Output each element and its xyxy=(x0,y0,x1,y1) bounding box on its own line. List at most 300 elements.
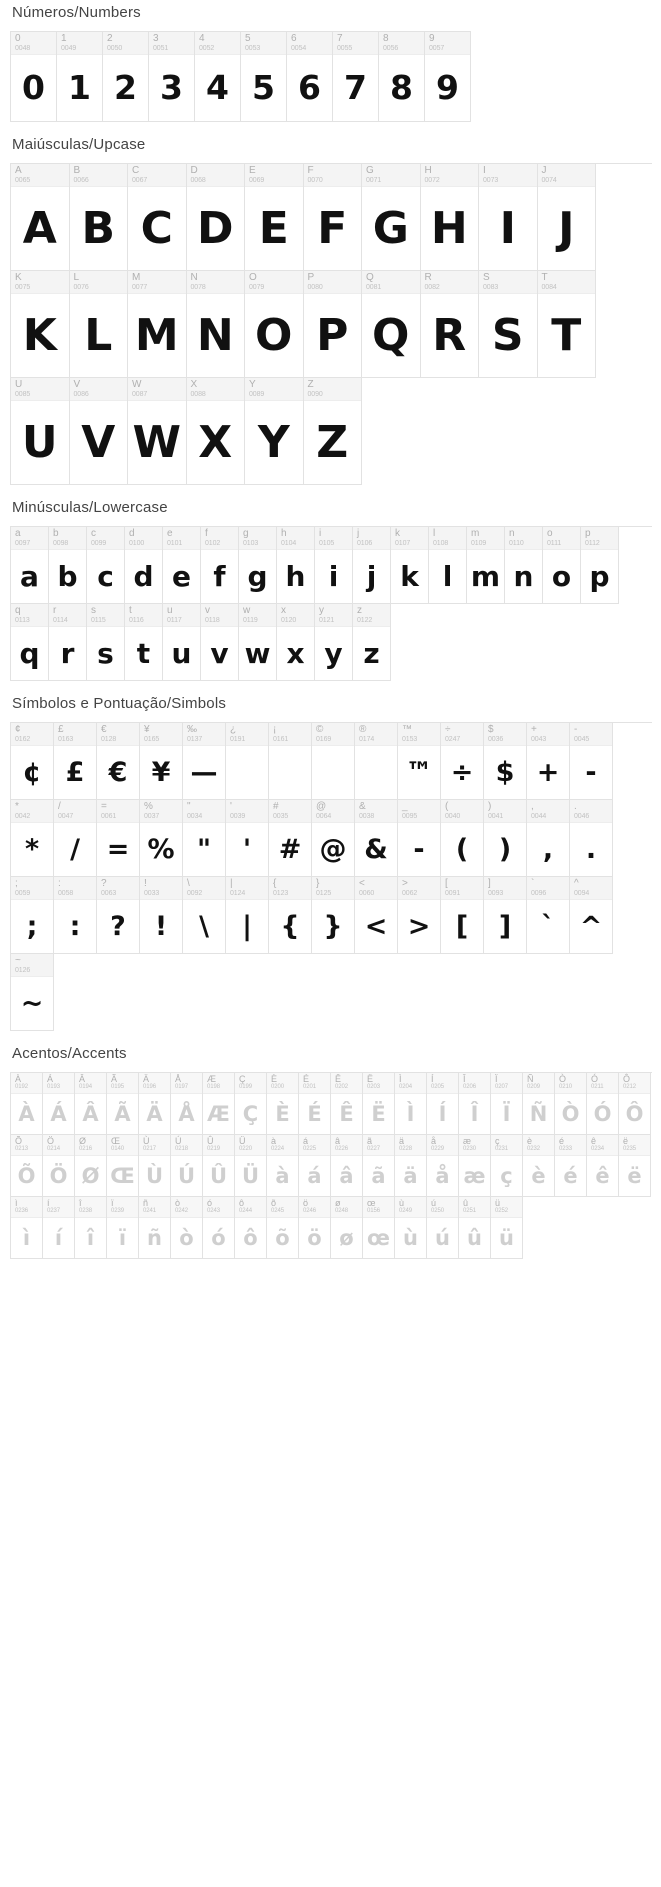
glyph-header xyxy=(54,723,96,746)
glyph-cell[interactable] xyxy=(245,378,304,485)
glyph-charcode: 0081 xyxy=(366,283,382,291)
glyph-preview: 5 xyxy=(252,68,275,108)
glyph-cell[interactable] xyxy=(203,1197,235,1259)
glyph-charcode: 0228 xyxy=(399,1146,412,1153)
glyph-preview: S xyxy=(491,309,524,361)
glyph-cell[interactable] xyxy=(11,954,54,1031)
glyph-cell[interactable] xyxy=(523,1073,555,1135)
glyph-cell[interactable] xyxy=(11,800,54,877)
glyph-cell[interactable] xyxy=(43,1197,75,1259)
glyph-cell[interactable] xyxy=(355,800,398,877)
glyph-cell[interactable] xyxy=(398,723,441,800)
glyph-cell[interactable] xyxy=(459,1197,491,1259)
glyph-preview: ) xyxy=(498,833,512,865)
glyph-cell[interactable] xyxy=(484,877,527,954)
glyph-char-label: ® xyxy=(359,724,367,735)
glyph-cell[interactable] xyxy=(75,1073,107,1135)
glyph-charcode: 0073 xyxy=(483,176,499,184)
glyph-cell[interactable] xyxy=(245,164,304,271)
glyph-cell[interactable] xyxy=(391,527,429,604)
glyph-char-label: < xyxy=(359,878,365,889)
glyph-charcode: 0229 xyxy=(431,1146,444,1153)
glyph-preview: ñ xyxy=(147,1225,162,1250)
glyph-preview: ò xyxy=(179,1225,194,1250)
glyph-cell[interactable] xyxy=(183,800,226,877)
glyph-cell[interactable] xyxy=(70,378,129,485)
glyph-header xyxy=(235,1073,266,1094)
glyph-char-label: ö xyxy=(303,1198,309,1208)
glyph-header xyxy=(527,800,569,823)
glyph-cell[interactable] xyxy=(523,1135,555,1197)
glyph-charcode: 0071 xyxy=(366,176,382,184)
glyph-cell[interactable] xyxy=(363,1197,395,1259)
glyph-char-label: ¢ xyxy=(15,724,21,735)
glyph-cell[interactable] xyxy=(201,527,239,604)
glyph-preview: $ xyxy=(495,756,515,788)
glyph-cell[interactable] xyxy=(128,271,187,378)
glyph-cell[interactable] xyxy=(331,1135,363,1197)
glyph-cell[interactable] xyxy=(570,723,613,800)
glyph-cell[interactable] xyxy=(355,877,398,954)
glyph-cell[interactable] xyxy=(269,723,312,800)
glyph-cell[interactable] xyxy=(226,877,269,954)
sections-container xyxy=(10,0,651,1259)
glyph-cell[interactable] xyxy=(269,877,312,954)
glyph-char-label: , xyxy=(531,801,534,812)
glyph-header xyxy=(398,877,440,900)
glyph-cell[interactable] xyxy=(54,877,97,954)
glyph-cell[interactable] xyxy=(619,1073,651,1135)
glyph-cell[interactable] xyxy=(139,1197,171,1259)
glyph-cell[interactable] xyxy=(587,1135,619,1197)
glyph-header xyxy=(587,1073,618,1094)
glyph-char-label: ~ xyxy=(15,955,21,966)
glyph-charcode: 0064 xyxy=(316,812,332,820)
glyph-char-label: 7 xyxy=(337,33,343,44)
glyph-preview xyxy=(269,746,311,799)
glyph-preview: ' xyxy=(242,833,252,865)
glyph-cell[interactable] xyxy=(57,32,103,122)
glyph-charcode: 0069 xyxy=(249,176,265,184)
glyph-cell[interactable] xyxy=(304,271,363,378)
glyph-header xyxy=(97,877,139,900)
glyph-cell[interactable] xyxy=(479,164,538,271)
glyph-cell[interactable] xyxy=(299,1135,331,1197)
glyph-header xyxy=(581,527,618,550)
glyph-cell[interactable] xyxy=(139,1135,171,1197)
glyph-cell[interactable] xyxy=(555,1073,587,1135)
glyph-charcode: 0210 xyxy=(559,1084,572,1091)
glyph-cell[interactable] xyxy=(362,164,421,271)
glyph-cell[interactable] xyxy=(125,527,163,604)
glyph-header xyxy=(183,877,225,900)
glyph-cell[interactable] xyxy=(379,32,425,122)
glyph-char-label: [ xyxy=(445,878,448,889)
glyph-cell[interactable] xyxy=(315,604,353,681)
glyph-cell[interactable] xyxy=(235,1073,267,1135)
glyph-cell[interactable] xyxy=(187,164,246,271)
glyph-header xyxy=(269,877,311,900)
glyph-char-label: ^ xyxy=(574,878,579,889)
glyph-cell[interactable] xyxy=(11,32,57,122)
glyph-cell[interactable] xyxy=(149,32,195,122)
glyph-cell[interactable] xyxy=(581,527,619,604)
glyph-header xyxy=(107,1073,138,1094)
glyph-header xyxy=(75,1073,106,1094)
glyph-header xyxy=(331,1073,362,1094)
glyph-cell[interactable] xyxy=(484,800,527,877)
glyph-cell[interactable] xyxy=(312,877,355,954)
glyph-preview: K xyxy=(22,309,57,361)
glyph-cell[interactable] xyxy=(543,527,581,604)
glyph-cell[interactable] xyxy=(427,1073,459,1135)
glyph-cell[interactable] xyxy=(128,164,187,271)
glyph-cell[interactable] xyxy=(241,32,287,122)
glyph-cell[interactable] xyxy=(467,527,505,604)
glyph-cell[interactable] xyxy=(277,604,315,681)
glyph-char-label: o xyxy=(547,528,553,539)
glyph-char-label: é xyxy=(559,1136,565,1146)
glyph-cell[interactable] xyxy=(11,271,70,378)
glyph-cell[interactable] xyxy=(11,527,49,604)
glyph-cell[interactable] xyxy=(269,800,312,877)
glyph-charcode: 0106 xyxy=(357,539,373,547)
glyph-header xyxy=(427,1135,458,1156)
glyph-preview: # xyxy=(278,833,302,865)
glyph-cell[interactable] xyxy=(11,1073,43,1135)
glyph-cell[interactable] xyxy=(333,32,379,122)
glyph-charcode: 0204 xyxy=(399,1084,412,1091)
glyph-cell[interactable] xyxy=(353,604,391,681)
glyph-cell[interactable] xyxy=(304,378,363,485)
glyph-cell[interactable] xyxy=(267,1073,299,1135)
glyph-preview: F xyxy=(317,202,348,254)
glyph-cell[interactable] xyxy=(163,604,201,681)
glyph-cell[interactable] xyxy=(107,1073,139,1135)
glyph-preview: t xyxy=(136,636,151,670)
glyph-cell[interactable] xyxy=(97,800,140,877)
glyph-cell[interactable] xyxy=(299,1073,331,1135)
glyph-cell[interactable] xyxy=(362,271,421,378)
glyph-header xyxy=(11,1073,42,1094)
glyph-cell[interactable] xyxy=(491,1135,523,1197)
glyph-cell[interactable] xyxy=(277,527,315,604)
glyph-cell[interactable] xyxy=(395,1073,427,1135)
glyph-cell[interactable] xyxy=(315,527,353,604)
glyph-cell[interactable] xyxy=(187,378,246,485)
glyph-char-label: ê xyxy=(591,1136,597,1146)
glyph-char-label: Ç xyxy=(239,1074,246,1084)
glyph-cell[interactable] xyxy=(97,723,140,800)
glyph-charcode: 0051 xyxy=(153,44,169,52)
glyph-charcode: 0235 xyxy=(623,1146,636,1153)
glyph-cell[interactable] xyxy=(11,877,54,954)
glyph-cell[interactable] xyxy=(429,527,467,604)
glyph-cell[interactable] xyxy=(304,164,363,271)
glyph-cell[interactable] xyxy=(187,271,246,378)
glyph-cell[interactable] xyxy=(421,271,480,378)
glyph-cell[interactable] xyxy=(140,877,183,954)
glyph-cell[interactable] xyxy=(11,1135,43,1197)
glyph-cell[interactable] xyxy=(203,1135,235,1197)
glyph-charcode: 0113 xyxy=(15,616,30,624)
glyph-cell[interactable] xyxy=(441,723,484,800)
glyph-header xyxy=(587,1135,618,1156)
glyph-cell[interactable] xyxy=(527,800,570,877)
glyph-preview: D xyxy=(196,202,234,254)
glyph-cell[interactable] xyxy=(163,527,201,604)
glyph-cell[interactable] xyxy=(75,1135,107,1197)
glyph-header xyxy=(11,954,53,977)
section-title: Números/Numbers xyxy=(12,4,141,21)
glyph-header xyxy=(226,800,268,823)
glyph-cell[interactable] xyxy=(203,1073,235,1135)
glyph-cell[interactable] xyxy=(70,164,129,271)
glyph-cell[interactable] xyxy=(54,800,97,877)
glyph-char-label: a xyxy=(15,528,21,539)
glyph-cell[interactable] xyxy=(87,604,125,681)
glyph-charcode: 0044 xyxy=(531,812,547,820)
glyph-cell[interactable] xyxy=(441,800,484,877)
glyph-header xyxy=(299,1197,330,1218)
glyph-preview: ö xyxy=(307,1225,322,1250)
glyph-section xyxy=(10,485,651,681)
glyph-cell[interactable] xyxy=(363,1073,395,1135)
glyph-cell[interactable] xyxy=(398,800,441,877)
glyph-cell[interactable] xyxy=(139,1073,171,1135)
glyph-preview: } xyxy=(323,910,343,942)
glyph-cell[interactable] xyxy=(171,1197,203,1259)
glyph-char-label: È xyxy=(271,1074,278,1084)
glyph-char-label: & xyxy=(359,801,366,812)
glyph-char-label: \ xyxy=(187,878,190,889)
glyph-header xyxy=(523,1135,554,1156)
glyph-header xyxy=(171,1073,202,1094)
glyph-cell[interactable] xyxy=(570,877,613,954)
glyph-cell[interactable] xyxy=(43,1073,75,1135)
glyph-char-label: h xyxy=(281,528,287,539)
glyph-cell[interactable] xyxy=(49,527,87,604)
glyph-cell[interactable] xyxy=(427,1135,459,1197)
glyph-charcode: 0042 xyxy=(15,812,31,820)
glyph-cell[interactable] xyxy=(171,1073,203,1135)
glyph-char-label: L xyxy=(73,272,80,283)
glyph-charcode: 0041 xyxy=(488,812,504,820)
glyph-header xyxy=(11,378,69,401)
glyph-cell[interactable] xyxy=(425,32,471,122)
glyph-cell[interactable] xyxy=(97,877,140,954)
glyph-header xyxy=(505,527,542,550)
glyph-cell[interactable] xyxy=(538,164,597,271)
glyph-charcode: 0056 xyxy=(383,44,399,52)
glyph-cell[interactable] xyxy=(128,378,187,485)
glyph-charcode: 0037 xyxy=(144,812,160,820)
glyph-char-label: @ xyxy=(316,801,327,812)
glyph-cell[interactable] xyxy=(235,1135,267,1197)
glyph-header xyxy=(11,877,53,900)
glyph-cell[interactable] xyxy=(140,723,183,800)
glyph-cell[interactable] xyxy=(183,877,226,954)
glyph-header xyxy=(245,271,303,294)
glyph-header xyxy=(479,271,537,294)
glyph-cell[interactable] xyxy=(195,32,241,122)
glyph-charcode: 0090 xyxy=(307,390,323,398)
glyph-cell[interactable] xyxy=(226,723,269,800)
glyph-header xyxy=(140,800,182,823)
glyph-cell[interactable] xyxy=(505,527,543,604)
glyph-header xyxy=(395,1197,426,1218)
glyph-header xyxy=(43,1135,74,1156)
glyph-char-label: Ñ xyxy=(527,1074,534,1084)
glyph-cell[interactable] xyxy=(245,271,304,378)
glyph-header xyxy=(245,378,303,401)
glyph-cell[interactable] xyxy=(75,1197,107,1259)
glyph-charcode: 0063 xyxy=(101,889,117,897)
glyph-cell[interactable] xyxy=(49,604,87,681)
glyph-cell[interactable] xyxy=(11,604,49,681)
glyph-cell[interactable] xyxy=(140,800,183,877)
glyph-cell[interactable] xyxy=(201,604,239,681)
glyph-cell[interactable] xyxy=(312,800,355,877)
glyph-cell[interactable] xyxy=(484,723,527,800)
glyph-cell[interactable] xyxy=(619,1135,651,1197)
glyph-cell[interactable] xyxy=(235,1197,267,1259)
glyph-header xyxy=(398,723,440,746)
glyph-char-label: F xyxy=(307,165,314,176)
glyph-cell[interactable] xyxy=(11,164,70,271)
glyph-cell[interactable] xyxy=(427,1197,459,1259)
glyph-charcode: 0087 xyxy=(132,390,148,398)
glyph-header xyxy=(267,1135,298,1156)
glyph-char-label: $ xyxy=(488,724,494,735)
glyph-char-label: œ xyxy=(367,1198,376,1208)
glyph-charcode: 0115 xyxy=(91,616,106,624)
glyph-header xyxy=(491,1135,522,1156)
glyph-preview: Q xyxy=(372,309,410,361)
glyph-preview: b xyxy=(57,559,78,593)
glyph-cell[interactable] xyxy=(125,604,163,681)
glyph-header xyxy=(491,1073,522,1094)
glyph-preview: @ xyxy=(319,833,347,865)
glyph-charcode: 0052 xyxy=(199,44,215,52)
glyph-header xyxy=(619,1135,650,1156)
glyph-charcode: 0103 xyxy=(243,539,259,547)
glyph-cell[interactable] xyxy=(491,1073,523,1135)
glyph-header xyxy=(201,604,238,627)
glyph-header xyxy=(304,271,362,294)
glyph-cell[interactable] xyxy=(527,723,570,800)
glyph-cell[interactable] xyxy=(70,271,129,378)
glyph-preview: q xyxy=(19,636,40,670)
glyph-charcode: 0112 xyxy=(585,539,600,547)
glyph-cell[interactable] xyxy=(11,723,54,800)
glyph-cell[interactable] xyxy=(11,1197,43,1259)
glyph-cell[interactable] xyxy=(570,800,613,877)
glyph-cell[interactable] xyxy=(103,32,149,122)
glyph-cell[interactable] xyxy=(395,1197,427,1259)
glyph-cell[interactable] xyxy=(54,723,97,800)
glyph-cell[interactable] xyxy=(538,271,597,378)
glyph-cell[interactable] xyxy=(267,1197,299,1259)
glyph-charcode: 0252 xyxy=(495,1208,508,1215)
glyph-preview: È xyxy=(275,1101,290,1126)
glyph-char-label: r xyxy=(53,605,57,616)
glyph-cell[interactable] xyxy=(11,378,70,485)
glyph-preview: æ xyxy=(463,1163,486,1188)
glyph-char-label: d xyxy=(129,528,135,539)
glyph-charcode: 0192 xyxy=(15,1084,28,1091)
glyph-cell[interactable] xyxy=(171,1135,203,1197)
glyph-cell[interactable] xyxy=(267,1135,299,1197)
glyph-header xyxy=(459,1197,490,1218)
glyph-cell[interactable] xyxy=(398,877,441,954)
glyph-cell[interactable] xyxy=(43,1135,75,1197)
glyph-preview: ^ xyxy=(579,910,603,942)
glyph-cell[interactable] xyxy=(555,1135,587,1197)
glyph-preview: ` xyxy=(541,910,555,942)
glyph-cell[interactable] xyxy=(363,1135,395,1197)
glyph-charcode: 0165 xyxy=(144,735,160,743)
glyph-preview: 9 xyxy=(436,68,459,108)
glyph-cell[interactable] xyxy=(331,1197,363,1259)
glyph-cell[interactable] xyxy=(459,1073,491,1135)
glyph-cell[interactable] xyxy=(491,1197,523,1259)
glyph-cell[interactable] xyxy=(183,723,226,800)
glyph-cell[interactable] xyxy=(287,32,333,122)
glyph-cell[interactable] xyxy=(353,527,391,604)
glyph-char-label: N xyxy=(190,272,198,283)
glyph-charcode: 0247 xyxy=(445,735,461,743)
glyph-cell[interactable] xyxy=(459,1135,491,1197)
glyph-charcode: 0137 xyxy=(187,735,203,743)
glyph-cell[interactable] xyxy=(527,877,570,954)
glyph-char-label: T xyxy=(541,272,548,283)
glyph-cell[interactable] xyxy=(239,527,277,604)
glyph-cell[interactable] xyxy=(479,271,538,378)
glyph-header xyxy=(398,800,440,823)
glyph-header xyxy=(140,723,182,746)
glyph-charcode: 0039 xyxy=(230,812,246,820)
glyph-charcode: 0216 xyxy=(79,1146,92,1153)
glyph-charcode: 0195 xyxy=(111,1084,124,1091)
glyph-header xyxy=(484,800,526,823)
glyph-cell[interactable] xyxy=(226,800,269,877)
glyph-preview: n xyxy=(513,559,534,593)
glyph-charcode: 0236 xyxy=(15,1208,28,1215)
glyph-char-label: ú xyxy=(431,1198,437,1208)
glyph-charcode: 0061 xyxy=(101,812,117,820)
glyph-cell[interactable] xyxy=(441,877,484,954)
glyph-cell[interactable] xyxy=(395,1135,427,1197)
glyph-cell[interactable] xyxy=(87,527,125,604)
glyph-charcode: 0237 xyxy=(47,1208,60,1215)
glyph-cell[interactable] xyxy=(107,1135,139,1197)
glyph-charcode: 0119 xyxy=(243,616,258,624)
glyph-cell[interactable] xyxy=(299,1197,331,1259)
glyph-charcode: 0206 xyxy=(463,1084,476,1091)
glyph-cell[interactable] xyxy=(355,723,398,800)
glyph-cell[interactable] xyxy=(421,164,480,271)
glyph-cell[interactable] xyxy=(331,1073,363,1135)
glyph-charcode: 0080 xyxy=(307,283,323,291)
glyph-cell[interactable] xyxy=(107,1197,139,1259)
glyph-cell[interactable] xyxy=(587,1073,619,1135)
glyph-charcode: 0035 xyxy=(273,812,289,820)
glyph-cell[interactable] xyxy=(312,723,355,800)
glyph-charcode: 0108 xyxy=(433,539,449,547)
glyph-cell[interactable] xyxy=(239,604,277,681)
glyph-header xyxy=(523,1073,554,1094)
